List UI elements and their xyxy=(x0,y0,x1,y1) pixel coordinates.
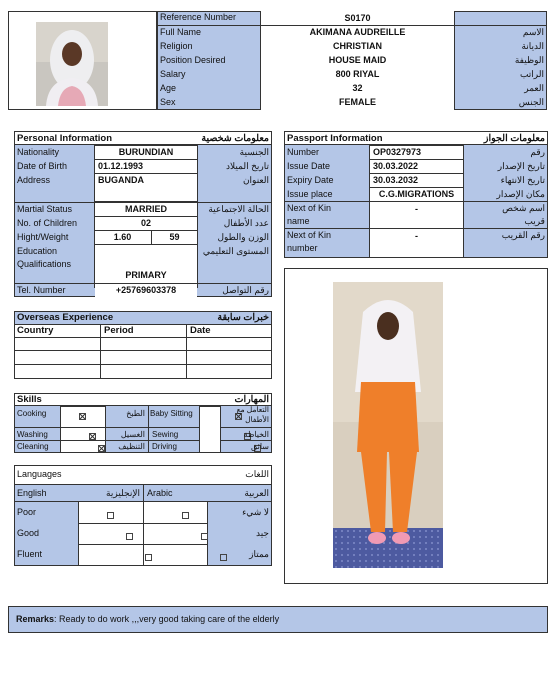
col-date: Date xyxy=(190,325,211,336)
education-label: Education xyxy=(17,246,58,256)
issue-place-label: Issue place xyxy=(287,189,333,199)
marital-label: Martial Status xyxy=(17,204,73,214)
overseas-experience-section xyxy=(14,311,272,379)
personal-info-title-ar: معلومات شخصية xyxy=(201,133,269,144)
tel-value: +25769603378 xyxy=(95,284,197,297)
english-poor-checkbox[interactable] xyxy=(107,512,114,519)
passport-number-value: OP0327973 xyxy=(370,146,463,159)
skill-washing-checkbox[interactable] xyxy=(89,433,96,440)
skills-title-ar: المهارات xyxy=(234,394,269,405)
education-value: PRIMARY xyxy=(95,269,197,282)
kin-number-value: - xyxy=(415,231,418,241)
full-name-ar: الاسم xyxy=(522,27,544,37)
position-ar: الوظيفة xyxy=(514,55,544,65)
issue-place-value: C.G.MIGRATIONS xyxy=(370,188,463,201)
children-ar: عدد الأطفال xyxy=(223,218,269,228)
skill-cleaning-checkbox[interactable] xyxy=(98,445,105,452)
nationality-ar: الجنسية xyxy=(239,147,269,157)
col-period: Period xyxy=(104,325,134,336)
tel-label: Tel. Number xyxy=(17,285,66,295)
languages-title-ar: اللغات xyxy=(245,469,269,479)
languages-section xyxy=(14,465,272,566)
languages-title: Languages xyxy=(17,469,62,479)
marital-value: MARRIED xyxy=(95,203,197,216)
height-weight-label: Hight/Weight xyxy=(17,232,69,242)
passport-number-label: Number xyxy=(287,147,320,157)
english-good-checkbox[interactable] xyxy=(126,533,133,540)
height-weight-ar: الوزن والطول xyxy=(217,232,269,242)
overseas-title-ar: خبرات سابقة xyxy=(217,312,269,323)
level-fluent-label: Fluent xyxy=(17,549,43,559)
personal-info-section xyxy=(14,131,272,297)
age-value: 32 xyxy=(261,82,454,95)
address-value: BUGANDA xyxy=(95,174,197,187)
skill-cleaning-ar: التنظيف xyxy=(118,442,145,451)
skill-babysitting-label: Baby Sitting xyxy=(150,409,193,418)
education-ar: المستوى التعليمي xyxy=(202,246,269,256)
passport-info-title: Passport Information xyxy=(287,133,383,144)
dob-ar: تاريخ الميلاد xyxy=(226,161,269,171)
top-photo-frame xyxy=(8,11,157,110)
expiry-date-label: Expiry Date xyxy=(287,175,334,185)
full-name-label: Full Name xyxy=(160,27,202,37)
height-value: 1.60 xyxy=(95,231,150,244)
age-ar: العمر xyxy=(524,83,544,93)
address-label: Address xyxy=(17,175,51,185)
kin-name-value: - xyxy=(415,204,418,214)
kin-number-label-2: number xyxy=(287,243,318,253)
level-good-ar: جيد xyxy=(255,528,269,538)
skill-cooking-checkbox[interactable] xyxy=(79,413,86,420)
kin-name-label-1: Next of Kin xyxy=(287,203,332,213)
applicant-full-body-photo xyxy=(333,282,443,568)
nationality-label: Nationality xyxy=(17,147,60,157)
full-body-photo-frame xyxy=(284,268,548,584)
remarks-colon: : xyxy=(54,614,60,624)
personal-info-title: Personal Information xyxy=(17,133,113,144)
dob-value: 01.12.1993 xyxy=(95,160,197,173)
position-value: HOUSE MAID xyxy=(261,54,454,67)
religion-label: Religion xyxy=(160,41,193,51)
sex-value: FEMALE xyxy=(261,96,454,109)
full-name-value: AKIMANA AUDREILLE xyxy=(261,26,454,39)
kin-name-label-2: name xyxy=(287,216,310,226)
religion-ar: الديانة xyxy=(521,41,544,51)
skill-cleaning-label: Cleaning xyxy=(17,442,49,451)
remarks-bar xyxy=(8,606,548,633)
qualifications-label: Qualifications xyxy=(17,259,72,269)
english-fluent-checkbox[interactable] xyxy=(145,554,152,561)
age-label: Age xyxy=(160,83,177,93)
lang-english-ar: الإنجليزية xyxy=(106,488,140,498)
nationality-value: BURUNDIAN xyxy=(95,146,197,159)
remarks-label: Remarks xyxy=(16,614,55,624)
skill-washing-ar: الغسيل xyxy=(120,430,145,439)
lang-arabic-ar: العربية xyxy=(244,488,269,498)
passport-info-title-ar: معلومات الجواز xyxy=(483,133,545,144)
kin-name-ar-1: اسم شخص xyxy=(502,203,545,213)
salary-value: 800 RIYAL xyxy=(261,68,454,81)
skills-section xyxy=(14,393,272,453)
remarks-text: Ready to do work ,,,very good taking care of the elderly xyxy=(59,614,280,624)
children-label: No. of Children xyxy=(17,218,78,228)
religion-value: CHRISTIAN xyxy=(261,40,454,53)
header-table xyxy=(157,11,547,110)
skill-babysitting-ar-2: الأطفال xyxy=(245,415,269,424)
level-poor-ar: لا شيء xyxy=(242,507,269,517)
sex-ar: الجنس xyxy=(518,97,544,107)
skill-washing-label: Washing xyxy=(17,430,48,439)
marital-ar: الحالة الاجتماعية xyxy=(208,204,269,214)
skill-driving-label: Driving xyxy=(152,442,177,451)
passport-info-section xyxy=(284,131,548,258)
kin-number-ar: رقم القريب xyxy=(501,230,545,240)
issue-date-ar: تاريخ الإصدار xyxy=(497,161,545,171)
level-fluent-ar: ممتاز xyxy=(249,549,269,559)
position-label: Position Desired xyxy=(160,55,226,65)
tel-ar: رقم التواصل xyxy=(222,285,269,295)
skill-cooking-ar: الطبخ xyxy=(126,409,145,418)
expiry-date-ar: تاريخ الانتهاء xyxy=(500,175,545,185)
salary-ar: الراتب xyxy=(519,69,544,79)
expiry-date-value: 30.03.2032 xyxy=(370,174,463,187)
skill-driving-ar: سائق xyxy=(250,442,269,451)
skill-sewing-label: Sewing xyxy=(152,430,179,439)
skill-babysitting-ar-1: التعامل مع xyxy=(236,405,269,414)
sex-label: Sex xyxy=(160,97,176,107)
overseas-title: Overseas Experience xyxy=(17,312,114,323)
applicant-portrait-photo xyxy=(36,22,108,106)
lang-arabic-label: Arabic xyxy=(147,488,173,498)
skill-sewing-ar: الخياطة xyxy=(243,430,269,439)
address-ar: العنوان xyxy=(242,175,269,185)
arabic-poor-checkbox[interactable] xyxy=(182,512,189,519)
kin-name-ar-2: قريب xyxy=(524,216,545,226)
lang-english-label: English xyxy=(17,488,47,498)
issue-date-value: 30.03.2022 xyxy=(370,160,463,173)
weight-value: 59 xyxy=(152,231,197,244)
kin-number-label-1: Next of Kin xyxy=(287,230,332,240)
issue-place-ar: مكان الإصدار xyxy=(496,189,545,199)
ref-number-value: S0170 xyxy=(261,12,454,25)
issue-date-label: Issue Date xyxy=(287,161,331,171)
arabic-good-checkbox[interactable] xyxy=(201,533,208,540)
children-value: 02 xyxy=(95,217,197,230)
salary-label: Salary xyxy=(160,69,186,79)
passport-number-ar: رقم xyxy=(530,147,545,157)
level-poor-label: Poor xyxy=(17,507,37,517)
dob-label: Date of Birth xyxy=(17,161,68,171)
skills-title: Skills xyxy=(17,394,42,405)
skill-cooking-label: Cooking xyxy=(17,409,47,418)
level-good-label: Good xyxy=(17,528,40,538)
ref-number-label: Reference Number xyxy=(160,12,237,22)
col-country: Country xyxy=(17,325,54,336)
